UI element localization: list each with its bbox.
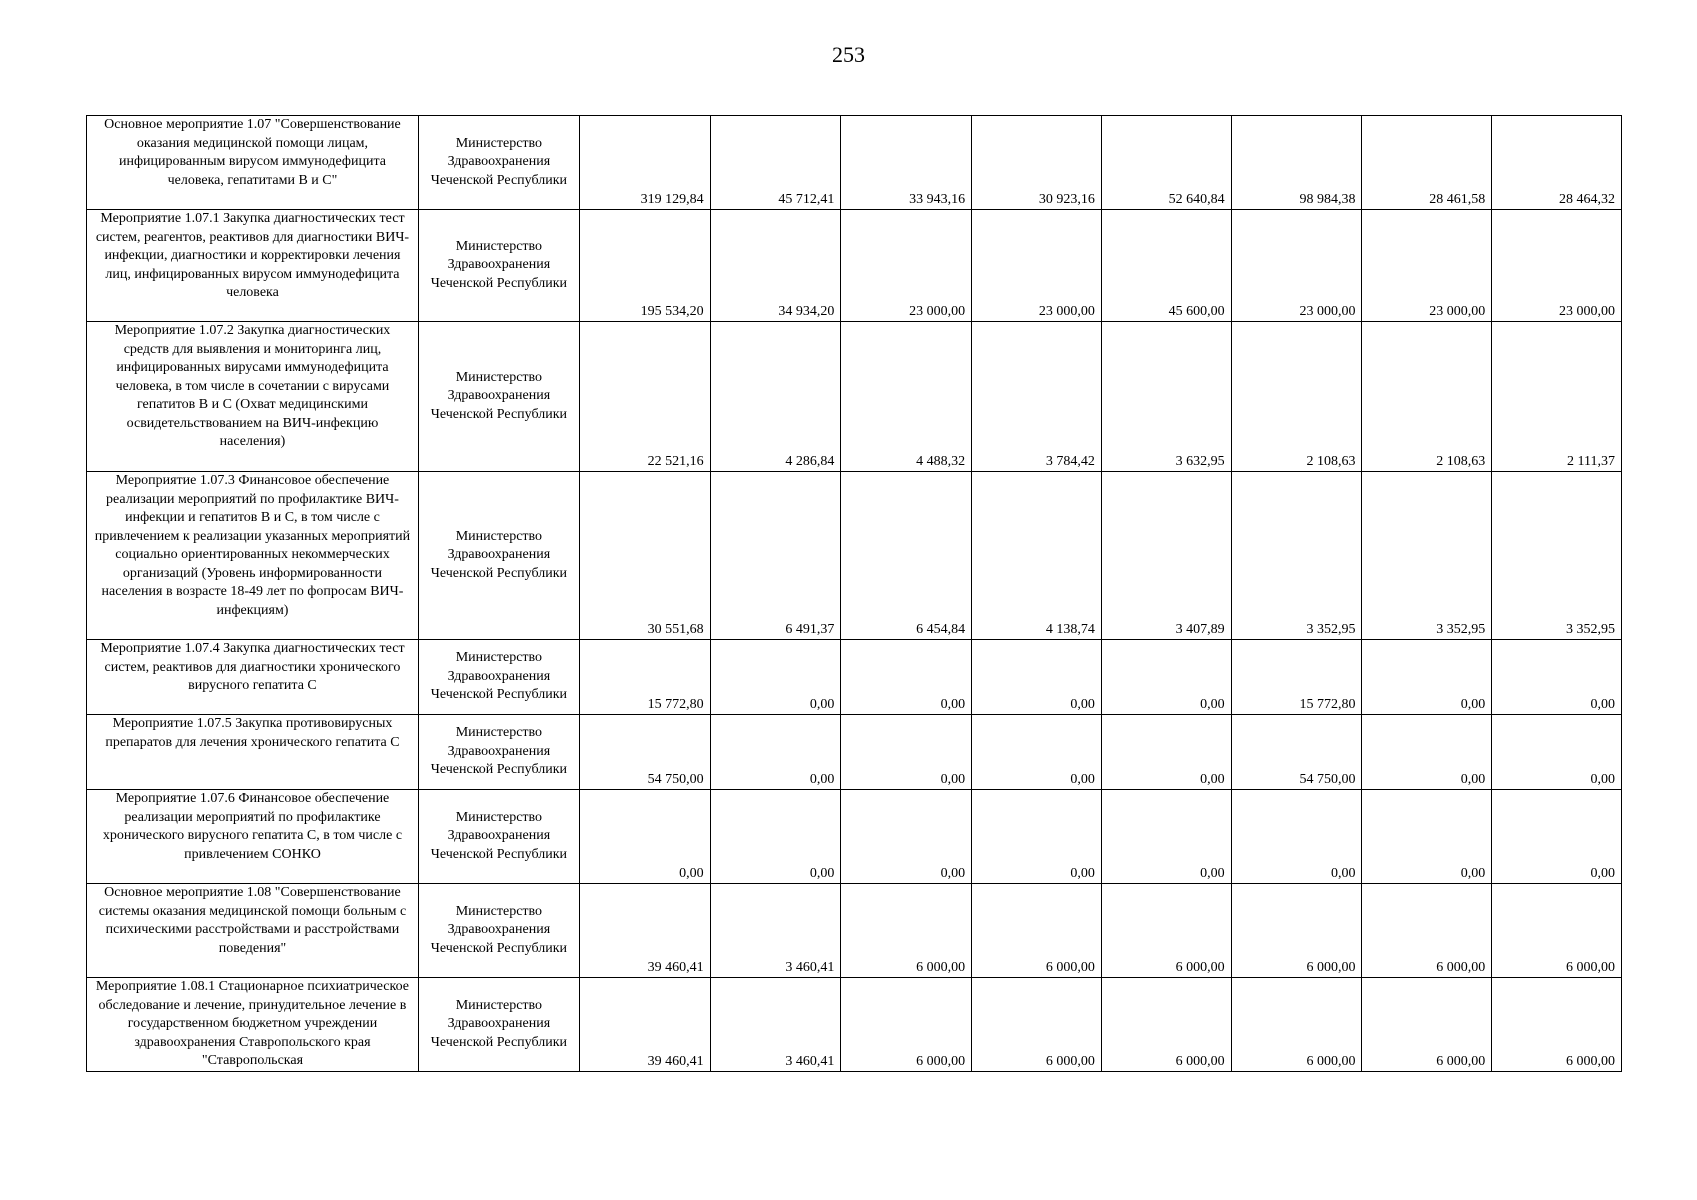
amount-cell: 0,00 (1101, 640, 1231, 715)
executor-cell: Министерство Здравоохранения Чеченской Республики (418, 715, 579, 790)
amount-cell: 0,00 (710, 790, 841, 884)
amount-cell: 319 129,84 (579, 116, 710, 210)
amount-cell: 4 488,32 (841, 322, 972, 472)
amount-cell: 0,00 (1362, 790, 1492, 884)
amount-cell: 0,00 (579, 790, 710, 884)
amount-cell: 45 600,00 (1101, 210, 1231, 322)
amount-cell: 6 000,00 (1231, 978, 1362, 1072)
amount-cell: 23 000,00 (1231, 210, 1362, 322)
amount-cell: 3 352,95 (1231, 472, 1362, 640)
amount-cell: 39 460,41 (579, 884, 710, 978)
executor-cell: Министерство Здравоохранения Чеченской Республики (418, 640, 579, 715)
amount-cell: 6 000,00 (1362, 884, 1492, 978)
amount-cell: 15 772,80 (579, 640, 710, 715)
executor-cell: Министерство Здравоохранения Чеченской Республики (418, 210, 579, 322)
amount-cell: 6 000,00 (1101, 978, 1231, 1072)
amount-cell: 28 464,32 (1492, 116, 1622, 210)
executor-cell: Министерство Здравоохранения Чеченской Республики (418, 472, 579, 640)
amount-cell: 0,00 (1101, 790, 1231, 884)
amount-cell: 98 984,38 (1231, 116, 1362, 210)
table-row (87, 790, 1622, 884)
amount-cell: 2 108,63 (1362, 322, 1492, 472)
amount-cell: 52 640,84 (1101, 116, 1231, 210)
amount-cell: 4 286,84 (710, 322, 841, 472)
table-row (87, 322, 1622, 472)
table-row (87, 210, 1622, 322)
amount-cell: 0,00 (1231, 790, 1362, 884)
amount-cell: 0,00 (841, 715, 972, 790)
activity-name-cell: Мероприятие 1.07.2 Закупка диагностических средств для выявления и мониторинга лиц, инфицированных вирусами иммунодефицита человека, в том числе в сочетании с вирусами гепатитов В и С (Охват медицинскими освидетельствованием на ВИЧ-инфекцию населения) (87, 322, 419, 472)
amount-cell: 2 111,37 (1492, 322, 1622, 472)
amount-cell: 6 000,00 (841, 884, 972, 978)
amount-cell: 0,00 (1101, 715, 1231, 790)
executor-cell: Министерство Здравоохранения Чеченской Республики (418, 116, 579, 210)
table-row (87, 884, 1622, 978)
amount-cell: 0,00 (972, 790, 1102, 884)
table-row (87, 640, 1622, 715)
amount-cell: 0,00 (710, 715, 841, 790)
table-row (87, 472, 1622, 640)
amount-cell: 30 551,68 (579, 472, 710, 640)
amount-cell: 6 000,00 (1231, 884, 1362, 978)
table-row (87, 978, 1622, 1072)
amount-cell: 45 712,41 (710, 116, 841, 210)
executor-cell: Министерство Здравоохранения Чеченской Республики (418, 790, 579, 884)
amount-cell: 0,00 (1362, 715, 1492, 790)
amount-cell: 0,00 (1492, 790, 1622, 884)
amount-cell: 195 534,20 (579, 210, 710, 322)
amount-cell: 0,00 (1492, 640, 1622, 715)
amount-cell: 0,00 (841, 790, 972, 884)
amount-cell: 6 000,00 (972, 884, 1102, 978)
activity-name-cell: Основное мероприятие 1.08 "Совершенствование системы оказания медицинской помощи больным с психическими расстройствами и расстройствами поведения" (87, 884, 419, 978)
amount-cell: 54 750,00 (579, 715, 710, 790)
executor-cell: Министерство Здравоохранения Чеченской Республики (418, 978, 579, 1072)
amount-cell: 2 108,63 (1231, 322, 1362, 472)
page-number: 253 (832, 42, 865, 67)
executor-cell: Министерство Здравоохранения Чеченской Республики (418, 322, 579, 472)
amount-cell: 39 460,41 (579, 978, 710, 1072)
amount-cell: 34 934,20 (710, 210, 841, 322)
amount-cell: 3 352,95 (1362, 472, 1492, 640)
table-row (87, 116, 1622, 210)
amount-cell: 28 461,58 (1362, 116, 1492, 210)
amount-cell: 3 460,41 (710, 884, 841, 978)
amount-cell: 4 138,74 (972, 472, 1102, 640)
amount-cell: 23 000,00 (1492, 210, 1622, 322)
activity-name-cell: Основное мероприятие 1.07 "Совершенствование оказания медицинской помощи лицам, инфицированным вирусом иммунодефицита человека, гепатитами В и С" (87, 116, 419, 210)
amount-cell: 23 000,00 (841, 210, 972, 322)
activity-name-cell: Мероприятие 1.07.3 Финансовое обеспечение реализации мероприятий по профилактике ВИЧ-инфекции и гепатитов В и С, в том числе с привлечением к реализации указанных мероприятий социально ориентированных некоммерческих организаций (Уровень информированности населения в возрасте 18-49 лет по фопросам ВИЧ-инфекциям) (87, 472, 419, 640)
activity-name-cell: Мероприятие 1.08.1 Стационарное психиатрическое обследование и лечение, принудительное лечение в государственном бюджетном учреждении здравоохранения Ставропольского края "Ставропольская (87, 978, 419, 1072)
amount-cell: 6 000,00 (1492, 978, 1622, 1072)
activity-name-cell: Мероприятие 1.07.6 Финансовое обеспечение реализации мероприятий по профилактике хронического вирусного гепатита С, в том числе с привлечением СОНКО (87, 790, 419, 884)
amount-cell: 3 352,95 (1492, 472, 1622, 640)
amount-cell: 3 784,42 (972, 322, 1102, 472)
amount-cell: 54 750,00 (1231, 715, 1362, 790)
amount-cell: 3 407,89 (1101, 472, 1231, 640)
amount-cell: 0,00 (1362, 640, 1492, 715)
amount-cell: 3 632,95 (1101, 322, 1231, 472)
amount-cell: 6 000,00 (1362, 978, 1492, 1072)
amount-cell: 6 000,00 (841, 978, 972, 1072)
amount-cell: 33 943,16 (841, 116, 972, 210)
amount-cell: 0,00 (710, 640, 841, 715)
amount-cell: 23 000,00 (972, 210, 1102, 322)
amount-cell: 3 460,41 (710, 978, 841, 1072)
amount-cell: 6 000,00 (1101, 884, 1231, 978)
amount-cell: 0,00 (972, 640, 1102, 715)
activity-name-cell: Мероприятие 1.07.4 Закупка диагностических тест систем, реактивов для диагностики хронического вирусного гепатита С (87, 640, 419, 715)
budget-table (86, 115, 1622, 1072)
amount-cell: 30 923,16 (972, 116, 1102, 210)
amount-cell: 6 000,00 (972, 978, 1102, 1072)
amount-cell: 0,00 (972, 715, 1102, 790)
executor-cell: Министерство Здравоохранения Чеченской Республики (418, 884, 579, 978)
activity-name-cell: Мероприятие 1.07.1 Закупка диагностических тест систем, реагентов, реактивов для диагностики ВИЧ-инфекции, диагностики и корректировки лечения лиц, инфицированных вирусом иммунодефицита человека (87, 210, 419, 322)
amount-cell: 0,00 (1492, 715, 1622, 790)
amount-cell: 22 521,16 (579, 322, 710, 472)
amount-cell: 6 454,84 (841, 472, 972, 640)
amount-cell: 6 000,00 (1492, 884, 1622, 978)
amount-cell: 15 772,80 (1231, 640, 1362, 715)
amount-cell: 6 491,37 (710, 472, 841, 640)
activity-name-cell: Мероприятие 1.07.5 Закупка противовирусных препаратов для лечения хронического гепатита С (87, 715, 419, 790)
amount-cell: 23 000,00 (1362, 210, 1492, 322)
amount-cell: 0,00 (841, 640, 972, 715)
table-row (87, 715, 1622, 790)
